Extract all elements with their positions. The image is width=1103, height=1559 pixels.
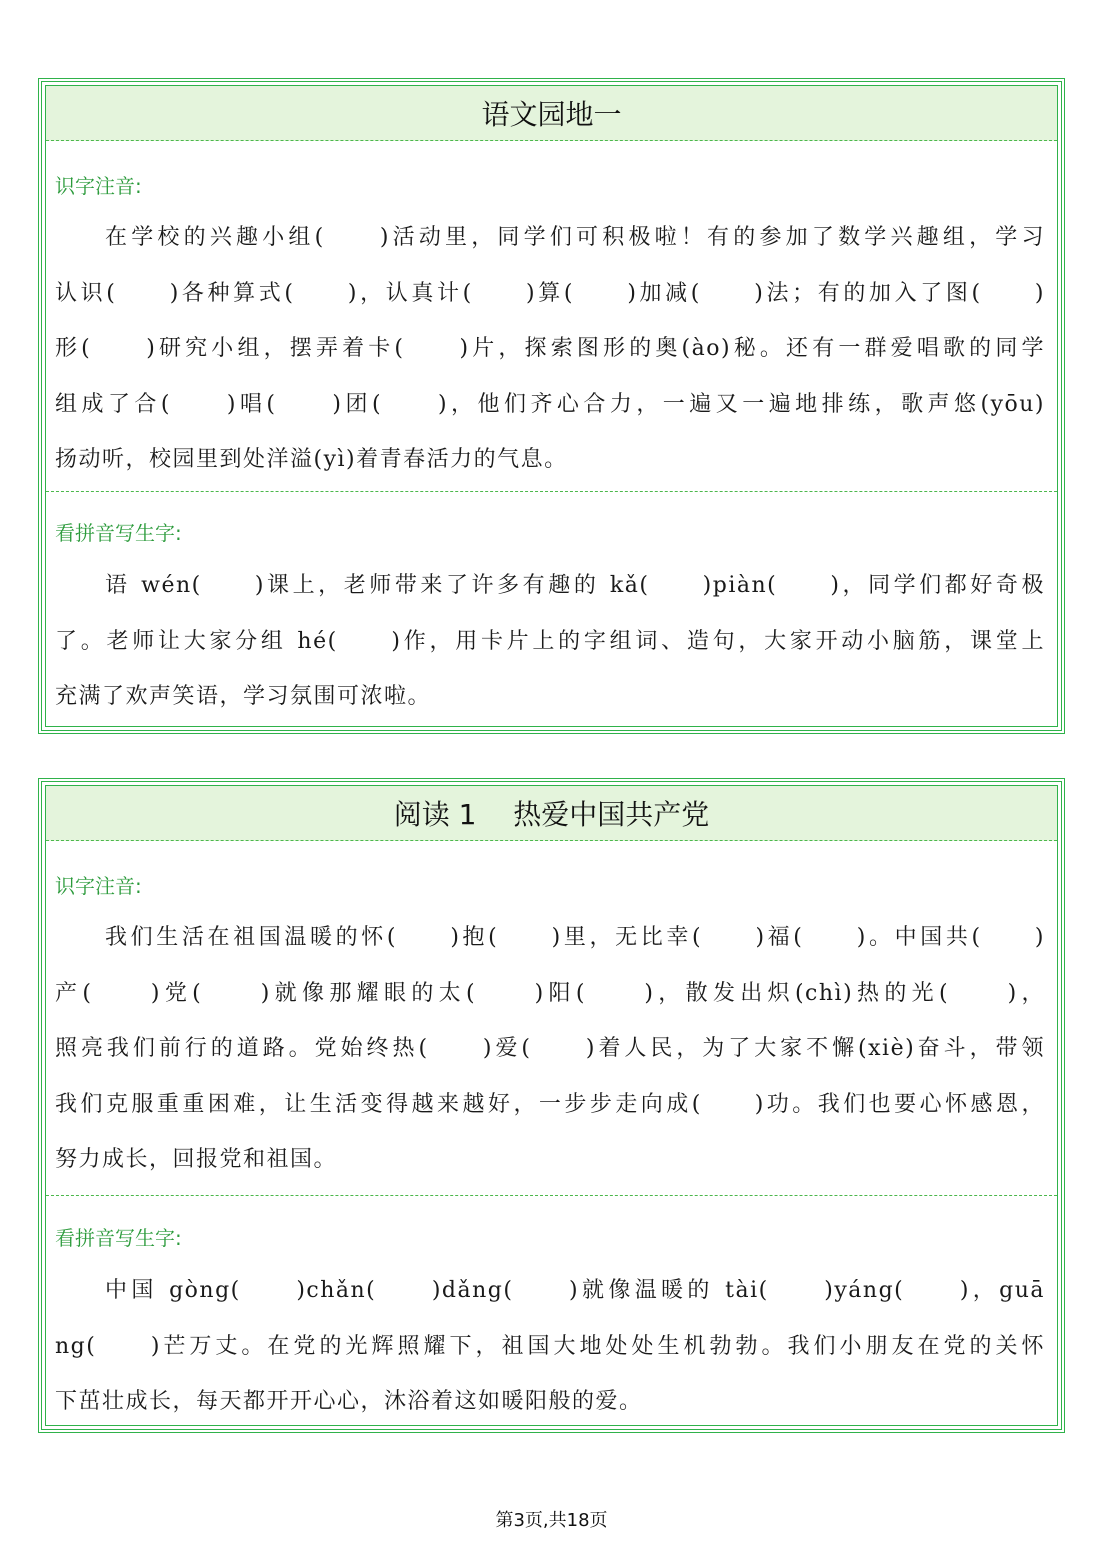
text-line: 充满了欢声笑语，学习氛围可浓啦。: [55, 684, 432, 709]
text-line: 我们克服重重困难，让生活变得越来越好，一步步走向成( )功。我们也要心怀感恩，: [55, 1091, 1045, 1117]
text-line: 我们生活在祖国温暖的怀( )抱( )里，无比幸( )福( )。中国共( ): [105, 925, 1045, 950]
section-label-pinyin: 看拼音写生字:: [55, 521, 182, 545]
card-title: 语文园地一: [46, 86, 1057, 141]
text-line: 在学校的兴趣小组( )活动里，同学们可积极啦！有的参加了数学兴趣组，学习: [105, 225, 1045, 250]
paragraph-pinyin: [55, 558, 1045, 725]
text-line: 扬动听，校园里到处洋溢(yì)着青春活力的气息。: [55, 447, 568, 472]
text-line: 中国 gòng( )chǎn( )dǎng( )就像温暖的 tài( )yáng( )，guā: [105, 1278, 1045, 1303]
text-line: 了。老师让大家分组 hé( )作，用卡片上的字组词、造句，大家开动小脑筋，课堂上: [55, 628, 1045, 654]
paragraph-zhuyin: [55, 910, 1045, 1188]
section-label-zhuyin: 识字注音:: [55, 174, 142, 198]
card-title: 阅读 1 热爱中国共产党: [46, 786, 1057, 841]
section-label-zhuyin: 识字注音:: [55, 874, 142, 898]
text-line: 组成了合( )唱( )团( )，他们齐心合力，一遍又一遍地排练，歌声悠(yōu): [55, 391, 1045, 417]
section-label-pinyin: 看拼音写生字:: [55, 1226, 182, 1250]
section-divider: [46, 1195, 1057, 1196]
paragraph-zhuyin: [55, 210, 1045, 488]
text-line: 照亮我们前行的道路。党始终热( )爱( )着人民，为了大家不懈(xiè)奋斗，带领: [55, 1036, 1045, 1061]
section-divider: [46, 491, 1057, 492]
text-line: 努力成长，回报党和祖国。: [55, 1147, 338, 1172]
text-line: 下茁壮成长，每天都开开心心，沐浴着这如暖阳般的爱。: [55, 1389, 643, 1414]
text-line: 产( )党( )就像那耀眼的太( )阳( )，散发出炽(chì)热的光( )，: [55, 980, 1045, 1006]
page-number: 第3页,共18页: [495, 1510, 608, 1531]
text-line: ng( )芒万丈。在党的光辉照耀下，祖国大地处处生机勃勃。我们小朋友在党的关怀: [55, 1333, 1045, 1359]
text-line: 语 wén( )课上，老师带来了许多有趣的 kǎ( )piàn( )，同学们都好奇极: [105, 573, 1045, 598]
paragraph-pinyin: [55, 1263, 1045, 1430]
card-inner-border: [45, 785, 1058, 1426]
text-line: 形( )研究小组，摆弄着卡( )片，探索图形的奥(ào)秘。还有一群爱唱歌的同学: [55, 336, 1045, 361]
section-card-yuwen-yuandi: [38, 78, 1065, 734]
text-line: 认识( )各种算式( )，认真计( )算( )加减( )法；有的加入了图( ): [55, 280, 1045, 306]
card-inner-border: [45, 85, 1058, 727]
section-card-yuedu: [38, 778, 1065, 1433]
